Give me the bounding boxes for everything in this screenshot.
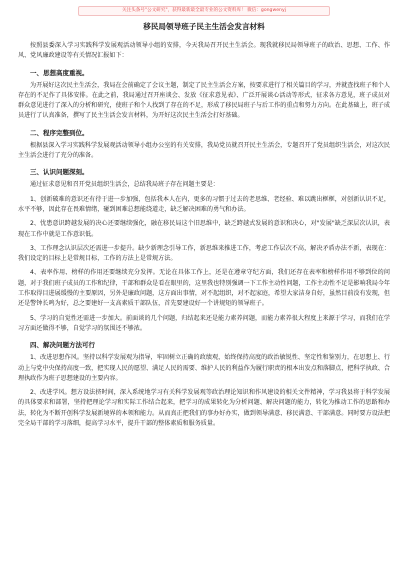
section-1-text: 为开展好这次民主生活会，我局在会前确定了会议主题，制定了民主生活会方案，按要求进行了相关篇目的学习，并就查找班子和个人存在的不足作了具体安排。在此之前，我局通过召开座谈会、发放《征求意见表》、广泛开展谈心活动等形式，征求各方意见，班子成员对群众意见进行了深入的分析和研究，使班子和个人找到了存在的不足，形成了移民局班子与后工作的重点和努力方向。在此基础上，班子成员进行了认真准备，撰写了民主生活会发言材料，为开好这次民主生活会打好基础。 — [18, 81, 390, 120]
promo-banner[interactable]: 关注头条号"公文研究"，获得最新最全最专业的公文资料库！ 微信：gongwenyj — [78, 6, 330, 16]
issue-item: 3、工作理念认识层次还需进一步提升。缺少新理念引导工作，新思维来推进工作，考虑工作层次不高，解决矛盾办法不新，表现在：我们设定的目标上是常规目标，工作的方法上是常规方法。 — [18, 244, 390, 263]
section-3-heading: 三、认识问题深刻。 — [30, 168, 89, 177]
section-4-heading: 四、解决问题方法可行 — [30, 341, 95, 350]
issue-item: 5、学习的自觉性还需进一步加大。前面谈的几个问题，归结起来还是能力素养问题，而能力素养很大程度上来源于学习，而我们在学习方面还做得不够，自觉学习的氛围还不够浓。 — [18, 314, 390, 332]
issue-item: 4、表率作用、榜样的作用还要继续充分发挥。无论在具体工作上，还是在遵章守纪方面，我们还存在表率和榜样作用不够到位的问题，对于我们班子成员的工作和纪律，干部和群众是看在眼里的，这里我也特别强调一下工作主动性问题，工作主动性不足是影响我局今年工作取得目进展缓慢的主要原因，另外是廉政问题，这方面出事情，对不起组织，对不起家庭，希望大家洁身自好，虽然目前没有发现，但还是警钟长鸣为好，总之要建好一支高素质干部队伍，首先要建设好一个讲规矩的领导班子。 — [18, 269, 390, 308]
intro-paragraph: 按照县委深入学习实践科学发展观活动领导小组的安排，今天我局召开民主生活会。现我就移民局领导班子的政治、思想、工作、作风、党风廉政建设等有关情况汇报如下： — [18, 42, 390, 60]
section-2-text: 根据县深入学习实践科学发展观活动领导小组办公室的有关安排，我局党员就召开民主生活会，专题召开了党员组织生活会，对这次民主生活会进行了充分的准备。 — [18, 141, 390, 160]
section-2-heading: 二、程序完整到位。 — [30, 128, 89, 137]
solution-item: 1、改进思想作风。坚持以科学发展观为指导，牢固树立正确的政绩观，始终保持高度的政治敏锐性、坚定性和鉴别力，在思想上、行动上与党中央保持高度一致，把实现人民的愿望、满足人民的需要、维护人民的利益作为履行职责的根本出发点和落脚点，把科学执政、合理执政作为班子思想建设的主要内容。 — [18, 354, 390, 382]
section-3-text: 通过征求意见和召开党员组织生活会，总结我局班子存在问题主要是： — [30, 181, 219, 189]
issue-item: 1、创新破难的意识还有待于进一步加强，包括我本人在内，更多的习惯于过去的老思维、老经验、难以跳出框框，对创新认识不足，水平不够，因此存在畏难情绪，碰到困难总想能绕道走，缺乏解决困难的勇气和办法。 — [18, 195, 390, 213]
document-title: 移民局领导班子民主生活会发言材料 — [143, 22, 265, 31]
section-1-heading: 一、思想高度重视。 — [30, 68, 89, 77]
issue-item: 2、忧患意识跨越发展的决心还要继续强化，融在移民局这个旧思维中，缺乏跨越式发展的意识和决心，对"发展"缺乏深层次认识，表现在工作中就是工作意识低。 — [18, 220, 390, 238]
solution-item: 2、改进学风。想方设法挤时间，深入系统地学习有关科学发展观等政治理论知识和作风建设的相关文件精神，学习我县将于科学发展的具体要求和部署，坚持把理论学习和实际工作结合起来，把学习的成果转化为分析问题、解决问题的能力，转化为推动工作的思路和办法，转化为不断开创科学发展新境界的本领和能力。从而真正把我们的事办好办实，做到领导满意、移民满意、干部满意。同时要方设法把完全局干部的学习落细，提高学习水平，提升干部的整体素质和服务质量。 — [18, 389, 390, 428]
